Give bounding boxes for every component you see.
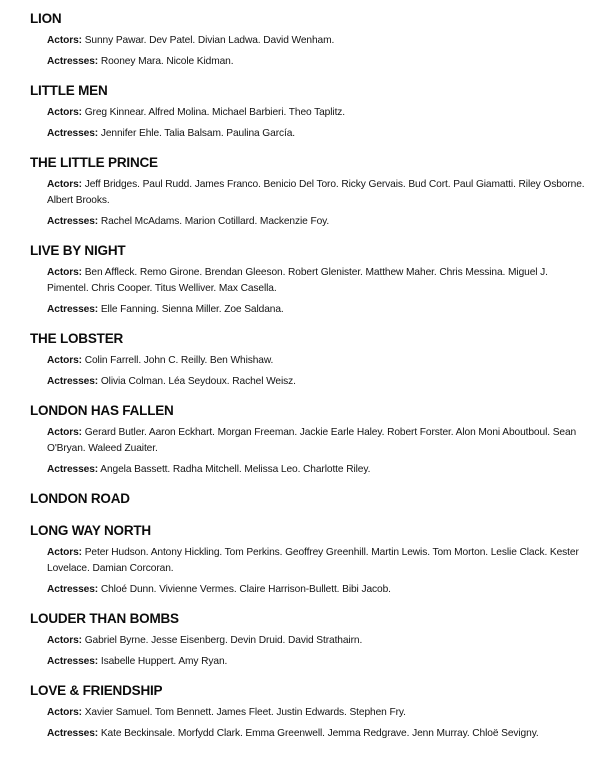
actresses-line [47, 214, 590, 230]
actresses-label: Actresses: [47, 128, 99, 139]
actors-line [47, 105, 590, 121]
film-credits [47, 105, 590, 142]
film-credits [47, 705, 590, 742]
actresses-label: Actresses: [47, 304, 99, 315]
actors-names: Jeff Bridges. Paul Rudd. James Franco. Benicio Del Toro. Ricky Gervais. Bud Cort. Paul Giamatti. Riley Osborne. Albert Brooks. [47, 179, 585, 206]
actresses-label: Actresses: [47, 584, 99, 595]
actors-label: Actors: [47, 179, 82, 190]
film-entry-the-little-prince [30, 154, 590, 230]
film-entry-lion [30, 10, 590, 70]
actresses-label: Actresses: [47, 656, 99, 667]
actors-line [47, 705, 590, 721]
actors-names: Xavier Samuel. Tom Bennett. James Fleet. Justin Edwards. Stephen Fry. [84, 707, 406, 718]
film-title: LOUDER THAN BOMBS [30, 611, 179, 626]
actors-label: Actors: [47, 427, 82, 438]
film-title: LIVE BY NIGHT [30, 243, 126, 258]
actors-names: Colin Farrell. John C. Reilly. Ben Whishaw. [84, 355, 274, 366]
actresses-names: Elle Fanning. Sienna Miller. Zoe Saldana. [100, 304, 284, 315]
film-entry-london-has-fallen [30, 402, 590, 478]
film-credits [47, 353, 590, 390]
film-credits [47, 265, 590, 318]
actors-names: Peter Hudson. Antony Hickling. Tom Perkins. Geoffrey Greenhill. Martin Lewis. Tom Morton. Leslie Clack. Kester Lovelace. Damian Corcoran. [47, 547, 579, 574]
film-title: LITTLE MEN [30, 83, 108, 98]
actresses-line [47, 374, 590, 390]
actresses-line [47, 726, 590, 742]
actors-label: Actors: [47, 355, 82, 366]
actors-line [47, 177, 590, 209]
actors-names: Sunny Pawar. Dev Patel. Divian Ladwa. David Wenham. [84, 35, 335, 46]
actresses-label: Actresses: [47, 464, 99, 475]
actors-names: Gabriel Byrne. Jesse Eisenberg. Devin Druid. David Strathairn. [84, 635, 363, 646]
actors-names: Greg Kinnear. Alfred Molina. Michael Barbieri. Theo Taplitz. [84, 107, 346, 118]
actors-label: Actors: [47, 547, 82, 558]
film-entry-the-lobster [30, 330, 590, 390]
film-entry-long-way-north [30, 522, 590, 598]
actors-line [47, 265, 590, 297]
actresses-label: Actresses: [47, 728, 99, 739]
actors-line [47, 425, 590, 457]
actors-line [47, 33, 590, 49]
document-page [30, 10, 590, 747]
actors-label: Actors: [47, 635, 82, 646]
actors-names: Ben Affleck. Remo Girone. Brendan Gleeson. Robert Glenister. Matthew Maher. Chris Messina. Miguel J. Pimentel. Chris Cooper. Titus Welliver. Max Casella. [47, 267, 548, 294]
actors-line [47, 545, 590, 577]
actors-line [47, 353, 590, 369]
film-title: LONDON HAS FALLEN [30, 403, 174, 418]
actresses-names: Isabelle Huppert. Amy Ryan. [100, 656, 228, 667]
actresses-label: Actresses: [47, 56, 99, 67]
actors-label: Actors: [47, 267, 82, 278]
film-entry-little-men [30, 82, 590, 142]
actresses-names: Angela Bassett. Radha Mitchell. Melissa Leo. Charlotte Riley. [100, 464, 371, 475]
actors-label: Actors: [47, 35, 82, 46]
film-credits [47, 633, 590, 670]
film-entry-louder-than-bombs [30, 610, 590, 670]
actresses-names: Rooney Mara. Nicole Kidman. [100, 56, 234, 67]
actresses-line [47, 54, 590, 70]
film-entry-live-by-night [30, 242, 590, 318]
actresses-label: Actresses: [47, 216, 99, 227]
actresses-names: Chloé Dunn. Vivienne Vermes. Claire Harrison-Bullett. Bibi Jacob. [100, 584, 391, 595]
film-title: LOVE & FRIENDSHIP [30, 683, 163, 698]
actresses-names: Olivia Colman. Léa Seydoux. Rachel Weisz. [100, 376, 296, 387]
actresses-line [47, 462, 590, 478]
actresses-names: Jennifer Ehle. Talia Balsam. Paulina García. [100, 128, 296, 139]
film-title: LION [30, 11, 62, 26]
film-title: THE LITTLE PRINCE [30, 155, 158, 170]
actresses-line [47, 302, 590, 318]
film-credits [47, 177, 590, 230]
film-title: LONG WAY NORTH [30, 523, 151, 538]
film-entry-london-road [30, 490, 590, 508]
actors-names: Gerard Butler. Aaron Eckhart. Morgan Freeman. Jackie Earle Haley. Robert Forster. Alon Moni Aboutboul. Sean O'Bryan. Waleed Zuaiter. [47, 427, 577, 454]
film-credits [47, 545, 590, 598]
actresses-line [47, 126, 590, 142]
actresses-label: Actresses: [47, 376, 99, 387]
film-credits [47, 33, 590, 70]
actresses-names: Kate Beckinsale. Morfydd Clark. Emma Greenwell. Jemma Redgrave. Jenn Murray. Chloë Sevigny. [100, 728, 539, 739]
film-title: THE LOBSTER [30, 331, 124, 346]
film-title: LONDON ROAD [30, 491, 130, 506]
actresses-names: Rachel McAdams. Marion Cotillard. Mackenzie Foy. [100, 216, 330, 227]
actresses-line [47, 582, 590, 598]
actors-label: Actors: [47, 707, 82, 718]
film-entry-love-and-friendship [30, 682, 590, 742]
actors-line [47, 633, 590, 649]
film-credits [47, 425, 590, 478]
actresses-line [47, 654, 590, 670]
actors-label: Actors: [47, 107, 82, 118]
